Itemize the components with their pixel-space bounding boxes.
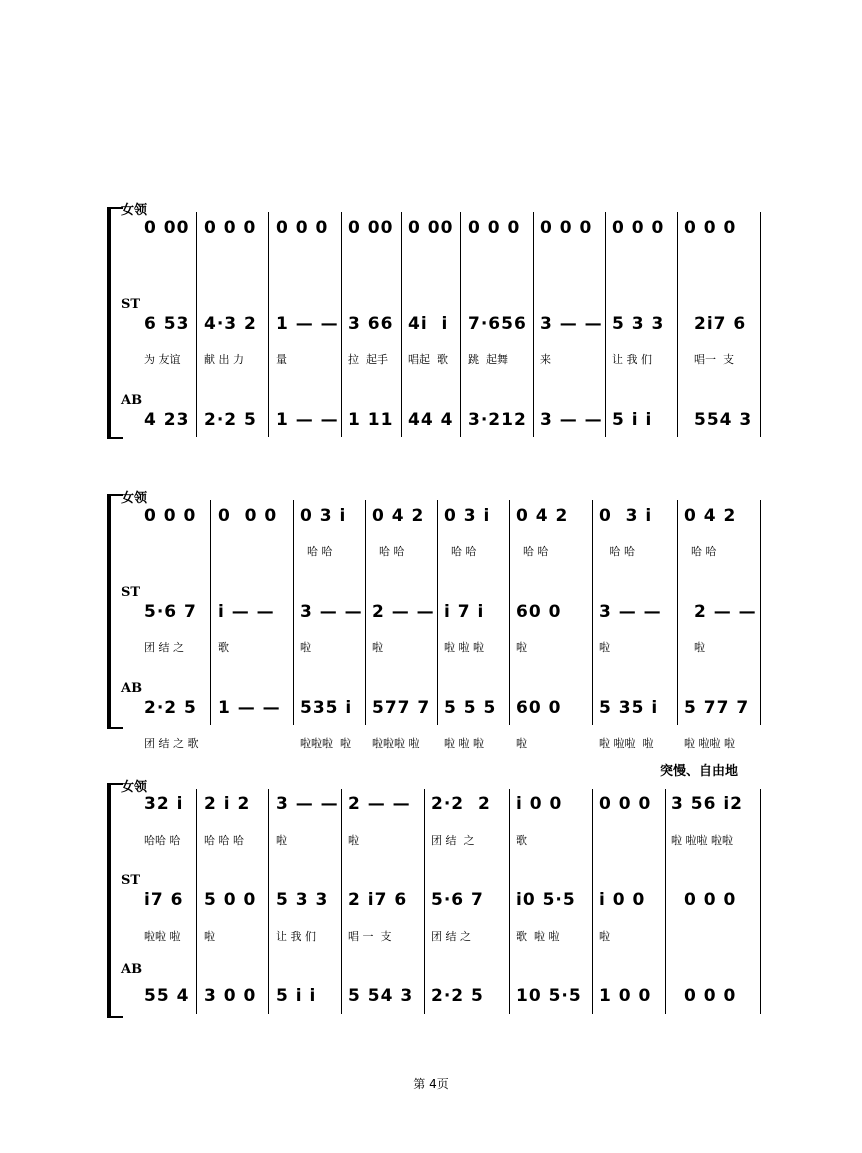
- barline: [592, 500, 593, 725]
- measure: 7·656: [468, 314, 527, 334]
- lyric: 啦: [348, 834, 359, 847]
- barline: [605, 212, 606, 437]
- bracket-cap-bottom: [109, 1016, 123, 1018]
- barline: [437, 500, 438, 725]
- lyric: 来: [540, 353, 551, 366]
- measure: 3 — —: [276, 794, 339, 814]
- measure: 3 0 0: [204, 986, 257, 1006]
- lyric: 让 我 们: [612, 353, 652, 366]
- measure: 0 00: [144, 218, 190, 238]
- lyric: 献 出 力: [204, 353, 244, 366]
- measure: 2i7 6: [694, 314, 747, 334]
- barline: [196, 212, 197, 437]
- barline: [533, 212, 534, 437]
- measure: 535 i: [300, 698, 353, 718]
- measure: 0 3 i: [444, 506, 491, 526]
- measure: i 0 0: [516, 794, 563, 814]
- system-bracket: [107, 783, 111, 1018]
- lyric: 哈 哈: [684, 545, 717, 558]
- lyric: 啦: [599, 641, 610, 654]
- measure: 0 4 2: [684, 506, 737, 526]
- page-number: 第 4页: [413, 1077, 449, 1091]
- barline: [210, 500, 211, 725]
- barline: [509, 789, 510, 1014]
- measure: 0 3 i: [300, 506, 347, 526]
- measure: 3 — —: [300, 602, 363, 622]
- lyric: 歌 啦 啦: [516, 930, 560, 943]
- lyric: 唱一 支: [694, 353, 734, 366]
- measure: 3 66: [348, 314, 394, 334]
- measure: 0 0 0: [468, 218, 521, 238]
- lyric: 哈哈 哈: [144, 834, 181, 847]
- measure: 577 7: [372, 698, 431, 718]
- measure: 0 4 2: [372, 506, 425, 526]
- part-label: ST: [121, 585, 141, 600]
- measure: 2·2 5: [144, 698, 197, 718]
- lyric: 啦啦 啦: [144, 930, 181, 943]
- lyric: 哈 哈: [300, 545, 333, 558]
- measure: 5·6 7: [431, 890, 484, 910]
- measure: i 7 i: [444, 602, 485, 622]
- measure: 44 4: [408, 410, 454, 430]
- barline: [293, 500, 294, 725]
- measure: 6 53: [144, 314, 190, 334]
- lyric: 啦啦啦 啦: [372, 737, 420, 750]
- barline: [677, 500, 678, 725]
- barline: [509, 500, 510, 725]
- part-label: AB: [121, 962, 143, 977]
- lyric: 啦 啦 啦: [444, 641, 484, 654]
- lyric: 啦 啦啦 啦啦: [671, 834, 733, 847]
- lyric: 啦: [300, 641, 311, 654]
- barline: [341, 789, 342, 1014]
- measure: 0 0 0: [144, 506, 197, 526]
- lyric: 唱 一 支: [348, 930, 392, 943]
- lyric: 团 结 之 歌: [144, 737, 199, 750]
- barline: [196, 789, 197, 1014]
- lyric: 哈 哈: [516, 545, 549, 558]
- barline: [760, 789, 761, 1014]
- measure: 5 i i: [276, 986, 317, 1006]
- barline: [268, 789, 269, 1014]
- barline: [401, 212, 402, 437]
- measure: 4 23: [144, 410, 190, 430]
- lyric: 拉 起手: [348, 353, 388, 366]
- measure: i 0 0: [599, 890, 646, 910]
- lyric: 团 结 之: [431, 930, 471, 943]
- measure: 0 0 0: [684, 986, 737, 1006]
- lyric: 团 结 之: [431, 834, 475, 847]
- measure: 0 0 0: [218, 506, 278, 526]
- lyric: 啦 啦啦 啦: [684, 737, 735, 750]
- measure: 55 4: [144, 986, 190, 1006]
- measure: 10 5·5: [516, 986, 582, 1006]
- lyric: 啦: [599, 930, 610, 943]
- measure: 5 0 0: [204, 890, 257, 910]
- barline: [365, 500, 366, 725]
- measure: 32 i: [144, 794, 184, 814]
- measure: 3 — —: [599, 602, 662, 622]
- measure: 2·2 5: [431, 986, 484, 1006]
- measure: 5 77 7: [684, 698, 750, 718]
- measure: 5 5 5: [444, 698, 497, 718]
- measure: 1 — —: [276, 314, 339, 334]
- lyric: 啦: [516, 737, 527, 750]
- measure: 1 — —: [276, 410, 339, 430]
- lyric: 哈 哈: [372, 545, 405, 558]
- measure: 2 — —: [372, 602, 435, 622]
- lyric: 啦 啦 啦: [444, 737, 484, 750]
- measure: 2·2 5: [204, 410, 257, 430]
- lyric: 啦 啦啦 啦: [599, 737, 654, 750]
- barline: [424, 789, 425, 1014]
- lyric: 哈 哈: [444, 545, 477, 558]
- lyric: 唱起 歌: [408, 353, 448, 366]
- measure: 1 11: [348, 410, 394, 430]
- part-label: 女领: [121, 491, 148, 506]
- measure: 0 0 0: [276, 218, 329, 238]
- measure: 0 0 0: [204, 218, 257, 238]
- part-label: AB: [121, 393, 143, 408]
- measure: 5 54 3: [348, 986, 414, 1006]
- measure: 1 0 0: [599, 986, 652, 1006]
- measure: 60 0: [516, 602, 562, 622]
- part-label: ST: [121, 297, 141, 312]
- lyric: 为 友谊: [144, 353, 181, 366]
- lyric: 哈 哈 哈: [204, 834, 244, 847]
- measure: 2 — —: [348, 794, 411, 814]
- lyric: 歌: [516, 834, 527, 847]
- barline: [460, 212, 461, 437]
- barline: [677, 212, 678, 437]
- lyric: 跳 起舞: [468, 353, 508, 366]
- barline: [341, 212, 342, 437]
- barline: [760, 212, 761, 437]
- barline: [665, 789, 666, 1014]
- part-label: AB: [121, 681, 143, 696]
- measure: i — —: [218, 602, 275, 622]
- measure: i7 6: [144, 890, 184, 910]
- measure: 5 3 3: [612, 314, 665, 334]
- measure: 0 00: [408, 218, 454, 238]
- measure: 0 00: [348, 218, 394, 238]
- measure: 5 3 3: [276, 890, 329, 910]
- part-label: 女领: [121, 203, 148, 218]
- measure: 5 i i: [612, 410, 653, 430]
- part-label: 女领: [121, 780, 148, 795]
- measure: 2 — —: [694, 602, 757, 622]
- tempo-marking: 突慢、自由地: [660, 764, 739, 779]
- bracket-cap-bottom: [109, 437, 123, 439]
- lyric: 歌: [218, 641, 229, 654]
- measure: 1 — —: [218, 698, 281, 718]
- lyric: 啦: [204, 930, 215, 943]
- measure: 4i i: [408, 314, 449, 334]
- lyric: 量: [276, 353, 287, 366]
- measure: 3 — —: [540, 314, 603, 334]
- bracket-cap-bottom: [109, 727, 123, 729]
- measure: 0 0 0: [599, 794, 652, 814]
- barline: [268, 212, 269, 437]
- measure: 60 0: [516, 698, 562, 718]
- measure: 0 0 0: [684, 218, 737, 238]
- barline: [760, 500, 761, 725]
- system-bracket: [107, 494, 111, 729]
- measure: 0 0 0: [684, 890, 737, 910]
- lyric: 让 我 们: [276, 930, 316, 943]
- system-bracket: [107, 207, 111, 439]
- measure: 0 3 i: [599, 506, 653, 526]
- lyric: 啦: [276, 834, 287, 847]
- measure: 3·212: [468, 410, 527, 430]
- measure: 5·6 7: [144, 602, 197, 622]
- measure: 3 — —: [540, 410, 603, 430]
- measure: 2 i 2: [204, 794, 251, 814]
- measure: i0 5·5: [516, 890, 576, 910]
- measure: 0 4 2: [516, 506, 569, 526]
- measure: 2 i7 6: [348, 890, 408, 910]
- measure: 4·3 2: [204, 314, 257, 334]
- barline: [592, 789, 593, 1014]
- lyric: 团 结 之: [144, 641, 184, 654]
- measure: 0 0 0: [612, 218, 665, 238]
- lyric: 啦: [372, 641, 383, 654]
- measure: 554 3: [694, 410, 753, 430]
- lyric: 啦: [694, 641, 705, 654]
- measure: 0 0 0: [540, 218, 593, 238]
- measure: 3 56 i2: [671, 794, 743, 814]
- lyric: 哈 哈: [599, 545, 635, 558]
- measure: 5 35 i: [599, 698, 659, 718]
- lyric: 啦: [516, 641, 527, 654]
- lyric: 啦啦啦 啦: [300, 737, 351, 750]
- measure: 2·2 2: [431, 794, 491, 814]
- part-label: ST: [121, 873, 141, 888]
